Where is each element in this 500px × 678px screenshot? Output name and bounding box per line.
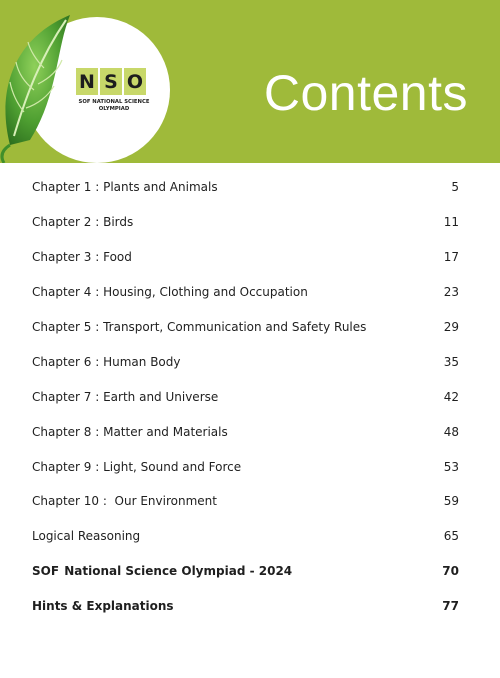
toc-entry-title: Chapter 6 : Human Body bbox=[32, 354, 181, 369]
header-banner bbox=[0, 0, 500, 163]
toc-entry-page: 11 bbox=[443, 215, 459, 230]
toc-row[interactable] bbox=[32, 310, 459, 345]
toc-entry-page: 42 bbox=[443, 389, 459, 404]
toc-entry-page: 23 bbox=[443, 285, 459, 300]
toc-entry-page: 5 bbox=[451, 180, 459, 195]
toc-entry-page: 59 bbox=[443, 494, 459, 509]
toc-entry-page: 77 bbox=[442, 599, 459, 614]
toc-row[interactable] bbox=[32, 240, 459, 275]
toc-entry-title-text: National Science Olympiad - 2024 bbox=[60, 564, 293, 579]
toc-entry-title: Chapter 1 : Plants and Animals bbox=[32, 180, 218, 195]
toc-entry-title: Logical Reasoning bbox=[32, 529, 141, 544]
toc-entry-page: 29 bbox=[443, 320, 459, 334]
toc-row[interactable] bbox=[32, 344, 459, 379]
nso-logo-letter-s: S bbox=[100, 68, 122, 95]
toc-entry-page: 35 bbox=[443, 354, 459, 369]
toc-entry-title: Chapter 4 : Housing, Clothing and Occupation bbox=[32, 285, 308, 300]
table-of-contents bbox=[32, 170, 459, 624]
toc-entry-title: Chapter 3 : Food bbox=[32, 250, 132, 265]
toc-entry-title: Hints & Explanations bbox=[32, 599, 174, 614]
toc-row[interactable] bbox=[32, 484, 459, 519]
toc-row[interactable] bbox=[32, 589, 459, 624]
nso-logo-subtitle: SOF NATIONAL SCIENCE OLYMPIAD bbox=[78, 99, 150, 112]
toc-entry-page: 70 bbox=[442, 564, 459, 579]
toc-entry-title: Chapter 2 : Birds bbox=[32, 215, 134, 230]
toc-entry-title: Chapter 8 : Matter and Materials bbox=[32, 424, 228, 439]
toc-row[interactable] bbox=[32, 414, 459, 449]
toc-row[interactable] bbox=[32, 519, 459, 554]
toc-row[interactable] bbox=[32, 205, 459, 240]
toc-row[interactable] bbox=[32, 379, 459, 414]
page-title: Contents bbox=[263, 65, 468, 121]
toc-entry-title: Chapter 10 : Our Environment bbox=[32, 494, 217, 509]
sof-logo-icon: SOF bbox=[32, 564, 60, 579]
nso-logo-letter-n: N bbox=[76, 68, 98, 95]
toc-entry-title: Chapter 7 : Earth and Universe bbox=[32, 389, 219, 404]
toc-row[interactable] bbox=[32, 554, 459, 589]
toc-entry-title: Chapter 9 : Light, Sound and Force bbox=[32, 459, 242, 474]
toc-row[interactable] bbox=[32, 449, 459, 484]
toc-entry-title bbox=[32, 564, 292, 578]
toc-entry-page: 53 bbox=[443, 459, 459, 474]
nso-logo-letter-o: O bbox=[124, 68, 146, 95]
toc-row[interactable] bbox=[32, 170, 459, 205]
toc-entry-page: 48 bbox=[443, 424, 459, 439]
toc-entry-page: 65 bbox=[443, 529, 459, 544]
toc-entry-page: 17 bbox=[443, 250, 459, 265]
toc-row[interactable] bbox=[32, 275, 459, 310]
toc-entry-title: Chapter 5 : Transport, Communication and Safety Rules bbox=[32, 320, 367, 334]
nso-logo bbox=[76, 68, 146, 95]
